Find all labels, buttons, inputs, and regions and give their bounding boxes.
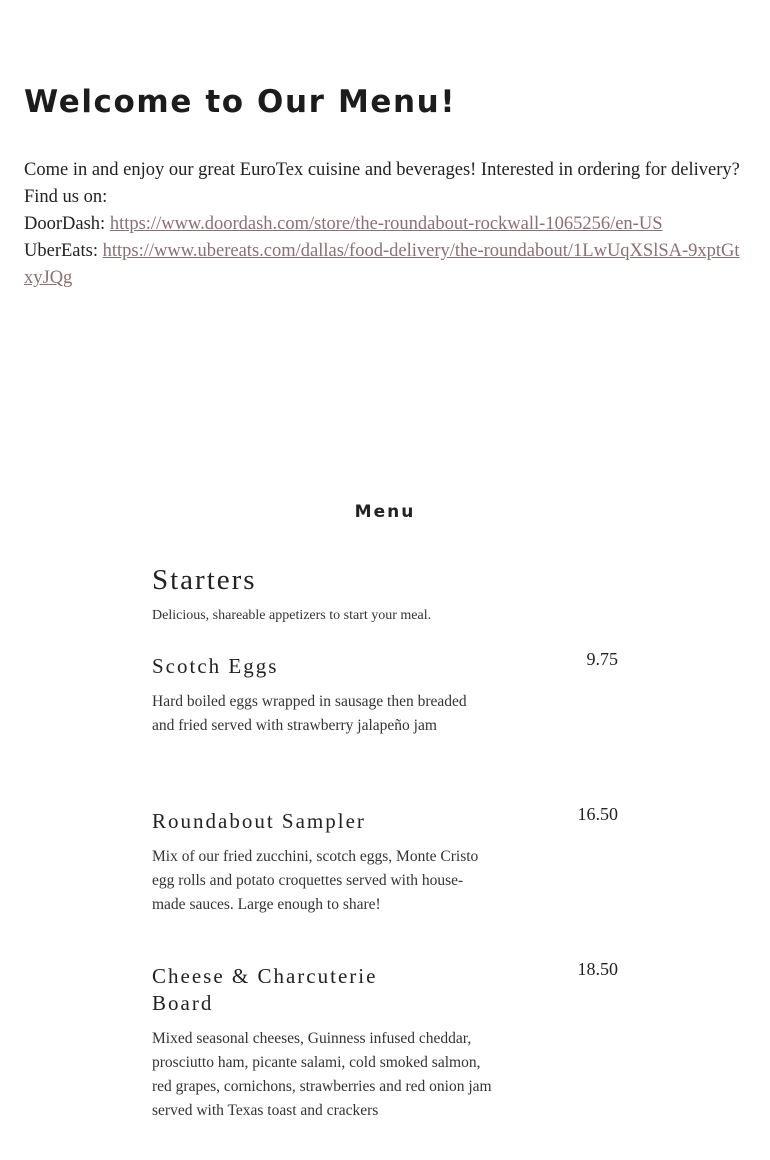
menu-item-description: Mix of our fried zucchini, scotch eggs, Monte Cristo egg rolls and potato croquettes served with house-made sauces. Large enough to share! <box>152 848 479 913</box>
doordash-line <box>24 211 744 238</box>
menu-item-price: 18.50 <box>577 959 618 979</box>
ubereats-line <box>24 238 744 292</box>
menu-title: Menu <box>354 502 416 522</box>
page-title: Welcome to Our Menu! <box>24 84 457 120</box>
ubereats-link[interactable]: https://www.ubereats.com/dallas/food-delivery/the-roundabout/1LwUqXSlSA-9xptGtxyJQg <box>24 241 740 288</box>
menu-item-name: Roundabout Sampler <box>152 809 366 833</box>
menu-item-description: Hard boiled eggs wrapped in sausage then breaded and fried served with strawberry jalapeño jam <box>152 693 467 734</box>
intro-line: Come in and enjoy our great EuroTex cuisine and beverages! Interested in ordering for delivery? <box>24 160 740 180</box>
ubereats-label: UberEats: <box>24 241 103 261</box>
section-title-starters: Starters <box>152 564 257 596</box>
section-description: Delicious, shareable appetizers to start your meal. <box>152 608 432 623</box>
menu-item-name: Scotch Eggs <box>152 654 279 678</box>
doordash-label: DoorDash: <box>24 214 110 234</box>
menu-item-scotch-eggs <box>152 649 618 738</box>
doordash-link[interactable]: https://www.doordash.com/store/the-roundabout-rockwall-1065256/en-US <box>109 214 663 234</box>
menu-item-price: 16.50 <box>577 804 618 824</box>
menu-item-roundabout-sampler <box>152 804 618 917</box>
menu-item-description: Mixed seasonal cheeses, Guinness infused cheddar, prosciutto ham, picante salami, cold smoked salmon, red grapes, cornichons, strawberries and red onion jam served with Texas toast and crackers <box>152 1030 492 1119</box>
menu-item-cheese-charcuterie <box>152 959 618 1123</box>
menu-item-name: Cheese & Charcuterie Board <box>152 964 378 1015</box>
intro-text <box>24 157 744 292</box>
menu-item-price: 9.75 <box>586 649 618 669</box>
find-us-label: Find us on: <box>24 187 108 207</box>
